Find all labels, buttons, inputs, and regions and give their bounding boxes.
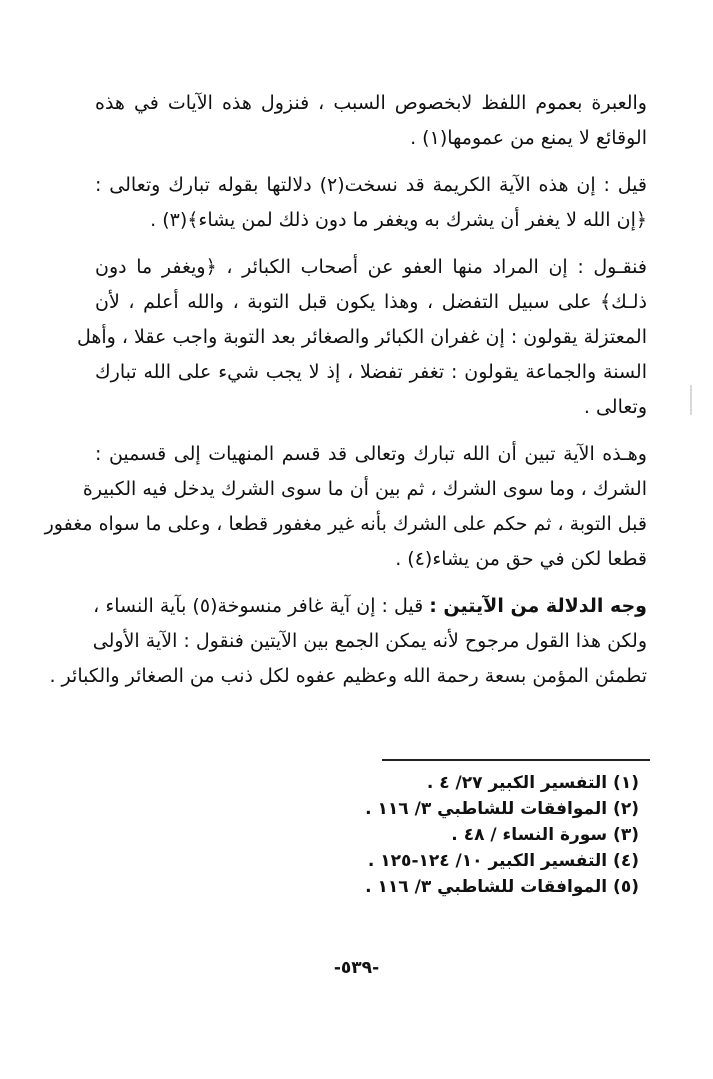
text-line: ولكن هذا القول مرجوح لأنه يمكن الجمع بين الآيتين فنقول : الآية الأولى bbox=[92, 630, 647, 652]
text-line: ذلـك﴾ على سبيل التفضل ، وهذا يكون قبل التوبة ، والله أعلم ، لأن bbox=[95, 291, 647, 313]
text-line bbox=[95, 589, 647, 624]
text-line: والعبرة بعموم اللفظ لابخصوص السبب ، فنزول هذه الآيات في هذه bbox=[95, 92, 647, 114]
paragraph-1 bbox=[95, 86, 647, 156]
paragraph-2 bbox=[95, 168, 647, 238]
text-line: وهـذه الآية تبين أن الله تبارك وتعالى قد قسم المنهيات إلى قسمين : bbox=[95, 443, 647, 465]
scan-mark bbox=[690, 385, 692, 415]
text-line: قطعا لكن في حق من يشاء(٤) . bbox=[395, 548, 647, 570]
footnote-2: (٢) الموافقات للشاطبي ٣/ ١١٦ . bbox=[365, 799, 639, 819]
footnote-4: (٤) التفسير الكبير ١٠/ ١٢٤-١٢٥ . bbox=[367, 851, 639, 871]
text-line: وتعالى . bbox=[583, 396, 647, 418]
footnote-divider bbox=[382, 759, 650, 761]
text-line: تطمئن المؤمن بسعة رحمة الله وعظيم عفوه لكل ذنب من الصغائر والكبائر . bbox=[49, 665, 647, 687]
text-line: السنة والجماعة يقولون : تغفر تفضلا ، إذ لا يجب شيء على الله تبارك bbox=[95, 361, 647, 383]
paragraph-4 bbox=[44, 437, 647, 577]
paragraph-3 bbox=[76, 250, 647, 425]
text-line: الوقائع لا يمنع من عمومها(١) . bbox=[410, 127, 647, 149]
page-number: -٥٣٩- bbox=[333, 958, 380, 978]
section-heading: وجه الدلالة من الآيتين : bbox=[429, 595, 647, 617]
footnote-3: (٣) سورة النساء / ٤٨ . bbox=[451, 825, 639, 845]
footnote-1: (١) التفسير الكبير ٢٧/ ٤ . bbox=[426, 773, 639, 793]
paragraph-5 bbox=[49, 589, 647, 694]
text-line: الشرك ، وما سوى الشرك ، ثم بين أن ما سوى الشرك يدخل فيه الكبيرة bbox=[82, 478, 647, 500]
text-line: فنقـول : إن المراد منها العفو عن أصحاب الكبائر ، ﴿ويغفر ما دون bbox=[95, 256, 647, 278]
text-line: قبل التوبة ، ثم حكم على الشرك بأنه غير مغفور قطعا ، وعلى ما سواه مغفور bbox=[44, 513, 647, 535]
heading-continuation: قيل : إن آية غافر منسوخة(٥) بآية النساء ، bbox=[93, 595, 424, 617]
text-line: المعتزلة يقولون : إن غفران الكبائر والصغائر بعد التوبة واجب عقلا ، وأهل bbox=[76, 326, 647, 348]
text-line: قيل : إن هذه الآية الكريمة قد نسخت(٢) دلالتها بقوله تبارك وتعالى : bbox=[95, 174, 647, 196]
main-text bbox=[44, 86, 647, 706]
footnote-5: (٥) الموافقات للشاطبي ٣/ ١١٦ . bbox=[365, 877, 639, 897]
text-line: ﴿إن الله لا يغفر أن يشرك به ويغفر ما دون ذلك لمن يشاء﴾(٣) . bbox=[150, 209, 647, 231]
footnotes bbox=[319, 770, 639, 900]
